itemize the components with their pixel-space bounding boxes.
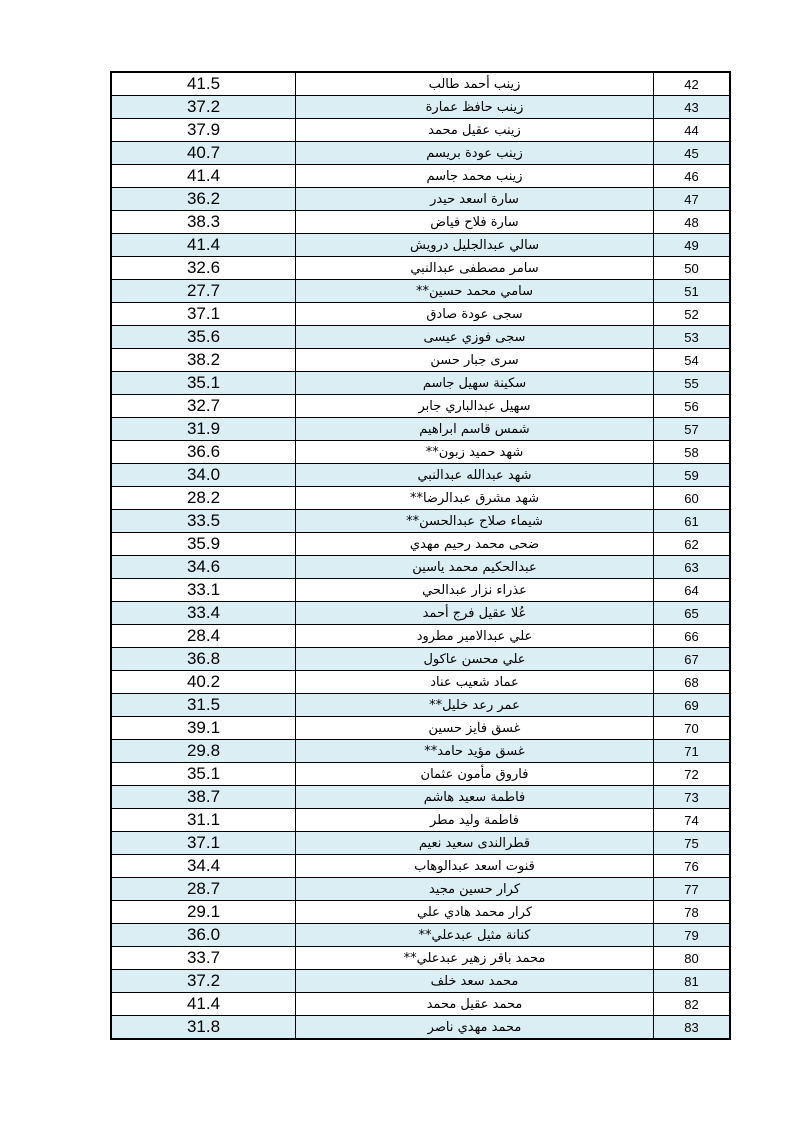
number-cell: 51 — [654, 280, 731, 303]
number-cell: 59 — [654, 464, 731, 487]
number-cell: 46 — [654, 165, 731, 188]
number-cell: 63 — [654, 556, 731, 579]
name-cell: شمس قاسم ابراهيم — [296, 418, 654, 441]
name-cell: سجى فوزي عيسى — [296, 326, 654, 349]
score-cell: 37.1 — [111, 832, 296, 855]
number-cell: 71 — [654, 740, 731, 763]
name-cell: سامر مصطفى عبدالنبي — [296, 257, 654, 280]
table-row — [111, 602, 730, 625]
number-cell: 69 — [654, 694, 731, 717]
score-cell: 35.6 — [111, 326, 296, 349]
name-cell: فاروق مأمون عثمان — [296, 763, 654, 786]
name-cell: غسق مؤيد حامد** — [296, 740, 654, 763]
name-cell: سامي محمد حسين** — [296, 280, 654, 303]
number-cell: 73 — [654, 786, 731, 809]
number-cell: 61 — [654, 510, 731, 533]
name-cell: فاطمة وليد مطر — [296, 809, 654, 832]
score-cell: 27.7 — [111, 280, 296, 303]
name-cell: سالي عبدالجليل درويش — [296, 234, 654, 257]
name-cell: زينب أحمد طالب — [296, 72, 654, 96]
table-row — [111, 924, 730, 947]
table-row — [111, 395, 730, 418]
number-cell: 49 — [654, 234, 731, 257]
score-cell: 36.2 — [111, 188, 296, 211]
number-cell: 81 — [654, 970, 731, 993]
score-cell: 32.6 — [111, 257, 296, 280]
name-cell: قطرالندى سعيد نعيم — [296, 832, 654, 855]
score-cell: 31.1 — [111, 809, 296, 832]
table-row — [111, 625, 730, 648]
name-cell: محمد سعد خلف — [296, 970, 654, 993]
scores-table — [110, 71, 731, 1040]
table-row — [111, 832, 730, 855]
score-cell: 38.7 — [111, 786, 296, 809]
name-cell: كنانة مثيل عبدعلي** — [296, 924, 654, 947]
number-cell: 55 — [654, 372, 731, 395]
name-cell: شهد مشرق عبدالرضا** — [296, 487, 654, 510]
score-cell: 36.8 — [111, 648, 296, 671]
number-cell: 68 — [654, 671, 731, 694]
score-cell: 41.5 — [111, 72, 296, 96]
score-cell: 28.7 — [111, 878, 296, 901]
name-cell: زينب حافظ عمارة — [296, 96, 654, 119]
score-cell: 31.8 — [111, 1016, 296, 1040]
name-cell: قنوت اسعد عبدالوهاب — [296, 855, 654, 878]
number-cell: 57 — [654, 418, 731, 441]
number-cell: 60 — [654, 487, 731, 510]
number-cell: 70 — [654, 717, 731, 740]
table-row — [111, 211, 730, 234]
score-cell: 36.0 — [111, 924, 296, 947]
score-cell: 40.7 — [111, 142, 296, 165]
name-cell: علي عبدالامير مطرود — [296, 625, 654, 648]
name-cell: محمد عقيل محمد — [296, 993, 654, 1016]
number-cell: 82 — [654, 993, 731, 1016]
number-cell: 77 — [654, 878, 731, 901]
number-cell: 43 — [654, 96, 731, 119]
table-row — [111, 579, 730, 602]
table-row — [111, 303, 730, 326]
score-cell: 37.1 — [111, 303, 296, 326]
number-cell: 58 — [654, 441, 731, 464]
name-cell: شيماء صلاح عبدالحسن** — [296, 510, 654, 533]
name-cell: سرى جبار حسن — [296, 349, 654, 372]
number-cell: 54 — [654, 349, 731, 372]
table-row — [111, 717, 730, 740]
name-cell: زينب عقيل محمد — [296, 119, 654, 142]
table-row — [111, 855, 730, 878]
score-cell: 35.9 — [111, 533, 296, 556]
score-cell: 33.5 — [111, 510, 296, 533]
name-cell: عماد شعيب عناد — [296, 671, 654, 694]
number-cell: 67 — [654, 648, 731, 671]
name-cell: عمر رعد خليل** — [296, 694, 654, 717]
score-cell: 33.1 — [111, 579, 296, 602]
number-cell: 78 — [654, 901, 731, 924]
number-cell: 47 — [654, 188, 731, 211]
table-row — [111, 878, 730, 901]
score-cell: 35.1 — [111, 763, 296, 786]
score-cell: 40.2 — [111, 671, 296, 694]
score-cell: 31.9 — [111, 418, 296, 441]
number-cell: 44 — [654, 119, 731, 142]
score-cell: 41.4 — [111, 993, 296, 1016]
table-row — [111, 441, 730, 464]
score-cell: 39.1 — [111, 717, 296, 740]
name-cell: سكينة سهيل جاسم — [296, 372, 654, 395]
table-row — [111, 165, 730, 188]
scores-table-body — [111, 72, 730, 1039]
name-cell: عُلا عقيل فرج أحمد — [296, 602, 654, 625]
name-cell: شهد حميد زبون** — [296, 441, 654, 464]
name-cell: سارة اسعد حيدر — [296, 188, 654, 211]
table-row — [111, 740, 730, 763]
score-cell: 37.2 — [111, 96, 296, 119]
score-cell: 37.2 — [111, 970, 296, 993]
table-row — [111, 1016, 730, 1040]
number-cell: 50 — [654, 257, 731, 280]
number-cell: 79 — [654, 924, 731, 947]
table-row — [111, 947, 730, 970]
name-cell: كرار محمد هادي علي — [296, 901, 654, 924]
name-cell: شهد عبدالله عبدالنبي — [296, 464, 654, 487]
score-cell: 36.6 — [111, 441, 296, 464]
score-cell: 31.5 — [111, 694, 296, 717]
table-row — [111, 993, 730, 1016]
number-cell: 72 — [654, 763, 731, 786]
score-cell: 34.6 — [111, 556, 296, 579]
table-row — [111, 533, 730, 556]
number-cell: 74 — [654, 809, 731, 832]
number-cell: 80 — [654, 947, 731, 970]
name-cell: عذراء نزار عبدالحي — [296, 579, 654, 602]
table-row — [111, 372, 730, 395]
table-row — [111, 257, 730, 280]
score-cell: 29.1 — [111, 901, 296, 924]
table-row — [111, 142, 730, 165]
score-cell: 34.0 — [111, 464, 296, 487]
table-row — [111, 418, 730, 441]
table-row — [111, 648, 730, 671]
score-cell: 33.7 — [111, 947, 296, 970]
table-row — [111, 763, 730, 786]
table-row — [111, 970, 730, 993]
number-cell: 62 — [654, 533, 731, 556]
table-row — [111, 326, 730, 349]
number-cell: 65 — [654, 602, 731, 625]
score-cell: 29.8 — [111, 740, 296, 763]
score-cell: 41.4 — [111, 165, 296, 188]
number-cell: 56 — [654, 395, 731, 418]
number-cell: 64 — [654, 579, 731, 602]
table-row — [111, 96, 730, 119]
score-cell: 32.7 — [111, 395, 296, 418]
score-cell: 28.4 — [111, 625, 296, 648]
table-row — [111, 464, 730, 487]
name-cell: ضحى محمد رحيم مهدي — [296, 533, 654, 556]
number-cell: 75 — [654, 832, 731, 855]
table-row — [111, 487, 730, 510]
table-row — [111, 901, 730, 924]
number-cell: 45 — [654, 142, 731, 165]
number-cell: 66 — [654, 625, 731, 648]
name-cell: عبدالحكيم محمد ياسين — [296, 556, 654, 579]
name-cell: فاطمة سعيد هاشم — [296, 786, 654, 809]
number-cell: 52 — [654, 303, 731, 326]
table-row — [111, 510, 730, 533]
name-cell: زينب محمد جاسم — [296, 165, 654, 188]
score-cell: 33.4 — [111, 602, 296, 625]
table-row — [111, 280, 730, 303]
score-cell: 35.1 — [111, 372, 296, 395]
table-row — [111, 671, 730, 694]
name-cell: علي محسن عاكول — [296, 648, 654, 671]
score-cell: 37.9 — [111, 119, 296, 142]
name-cell: كرار حسين مجيد — [296, 878, 654, 901]
score-cell: 38.2 — [111, 349, 296, 372]
table-row — [111, 188, 730, 211]
name-cell: سهيل عبدالباري جابر — [296, 395, 654, 418]
number-cell: 83 — [654, 1016, 731, 1040]
table-row — [111, 349, 730, 372]
number-cell: 76 — [654, 855, 731, 878]
table-row — [111, 694, 730, 717]
name-cell: زينب عودة بريسم — [296, 142, 654, 165]
number-cell: 48 — [654, 211, 731, 234]
score-cell: 34.4 — [111, 855, 296, 878]
score-cell: 38.3 — [111, 211, 296, 234]
table-row — [111, 119, 730, 142]
score-cell: 41.4 — [111, 234, 296, 257]
table-row — [111, 72, 730, 96]
number-cell: 42 — [654, 72, 731, 96]
name-cell: غسق فايز حسين — [296, 717, 654, 740]
table-row — [111, 556, 730, 579]
name-cell: محمد مهدي ناصر — [296, 1016, 654, 1040]
name-cell: محمد باقر زهير عبدعلي** — [296, 947, 654, 970]
name-cell: سارة فلاح فياض — [296, 211, 654, 234]
number-cell: 53 — [654, 326, 731, 349]
table-row — [111, 234, 730, 257]
table-row — [111, 809, 730, 832]
table-row — [111, 786, 730, 809]
score-cell: 28.2 — [111, 487, 296, 510]
name-cell: سجى عودة صادق — [296, 303, 654, 326]
